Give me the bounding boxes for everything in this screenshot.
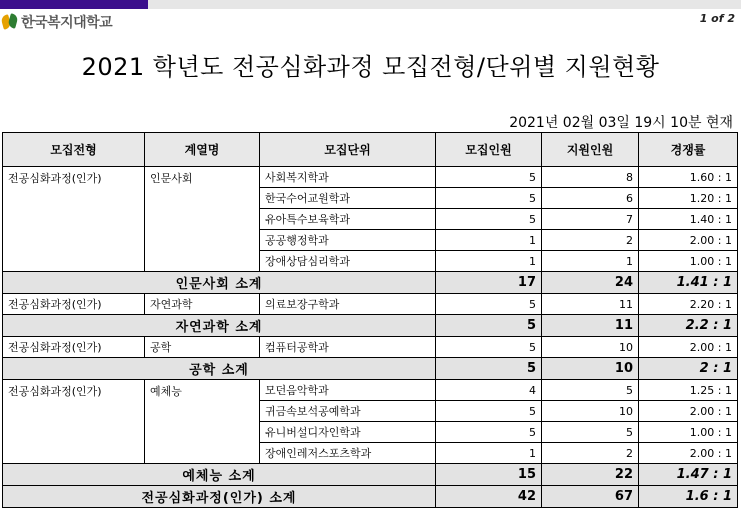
top-bar-fill xyxy=(148,0,741,9)
track-cell: 전공심화과정(인가) xyxy=(3,337,145,358)
quota-cell: 5 xyxy=(436,337,542,358)
column-header-field: 계열명 xyxy=(145,133,260,167)
total-rate: 1.6 : 1 xyxy=(639,486,738,508)
top-bar xyxy=(0,0,741,9)
quota-cell: 1 xyxy=(436,251,542,272)
subtotal-applicants: 24 xyxy=(542,272,639,294)
applicants-cell: 11 xyxy=(542,294,639,315)
field-cell: 자연과학 xyxy=(145,294,260,315)
leaf-logo-icon xyxy=(2,13,18,31)
unit-cell: 한국수어교원학과 xyxy=(260,188,436,209)
unit-cell: 의료보장구학과 xyxy=(260,294,436,315)
subtotal-label: 예체능 소계 xyxy=(3,464,436,486)
subtotal-rate: 2 : 1 xyxy=(639,358,738,380)
rate-cell: 2.00 : 1 xyxy=(639,443,738,464)
subtotal-rate: 2.2 : 1 xyxy=(639,315,738,337)
unit-cell: 장애인레저스포츠학과 xyxy=(260,443,436,464)
table-row xyxy=(3,167,738,188)
applicants-cell: 5 xyxy=(542,422,639,443)
subtotal-label: 자연과학 소계 xyxy=(3,315,436,337)
quota-cell: 5 xyxy=(436,188,542,209)
applicants-cell: 1 xyxy=(542,251,639,272)
unit-cell: 공공행정학과 xyxy=(260,230,436,251)
subtotal-row xyxy=(3,272,738,294)
applicants-cell: 6 xyxy=(542,188,639,209)
rate-cell: 2.20 : 1 xyxy=(639,294,738,315)
quota-cell: 5 xyxy=(436,422,542,443)
quota-cell: 1 xyxy=(436,443,542,464)
quota-cell: 1 xyxy=(436,230,542,251)
field-cell: 예체능 xyxy=(145,380,260,464)
rate-cell: 1.25 : 1 xyxy=(639,380,738,401)
unit-cell: 모던음악학과 xyxy=(260,380,436,401)
page-title: 2021 학년도 전공심화과정 모집전형/단위별 지원현황 xyxy=(81,53,660,81)
subtotal-applicants: 10 xyxy=(542,358,639,380)
field-cell: 공학 xyxy=(145,337,260,358)
table-row xyxy=(3,337,738,358)
application-status-table xyxy=(2,132,738,508)
unit-cell: 귀금속보석공예학과 xyxy=(260,401,436,422)
logo-text: 한국복지대학교 xyxy=(21,15,113,31)
subtotal-applicants: 22 xyxy=(542,464,639,486)
table-header-row xyxy=(3,133,738,167)
quota-cell: 5 xyxy=(436,209,542,230)
rate-cell: 1.00 : 1 xyxy=(639,422,738,443)
applicants-cell: 10 xyxy=(542,401,639,422)
total-label: 전공심화과정(인가) 소계 xyxy=(3,486,436,508)
applicants-cell: 10 xyxy=(542,337,639,358)
subtotal-label: 공학 소계 xyxy=(3,358,436,380)
track-cell: 전공심화과정(인가) xyxy=(3,380,145,464)
field-cell: 인문사회 xyxy=(145,167,260,272)
column-header-quota: 모집인원 xyxy=(436,133,542,167)
unit-cell: 유니버설디자인학과 xyxy=(260,422,436,443)
subtotal-rate: 1.41 : 1 xyxy=(639,272,738,294)
subtotal-applicants: 11 xyxy=(542,315,639,337)
unit-cell: 유아특수보육학과 xyxy=(260,209,436,230)
rate-cell: 2.00 : 1 xyxy=(639,230,738,251)
subtotal-label: 인문사회 소계 xyxy=(3,272,436,294)
total-row xyxy=(3,486,738,508)
rate-cell: 2.00 : 1 xyxy=(639,337,738,358)
subtotal-quota: 5 xyxy=(436,315,542,337)
report-timestamp: 2021년 02월 03일 19시 10분 현재 xyxy=(509,115,733,131)
quota-cell: 5 xyxy=(436,401,542,422)
applicants-cell: 7 xyxy=(542,209,639,230)
page-indicator: 1 of 2 xyxy=(699,12,735,25)
rate-cell: 1.60 : 1 xyxy=(639,167,738,188)
applicants-cell: 2 xyxy=(542,443,639,464)
track-cell: 전공심화과정(인가) xyxy=(3,294,145,315)
university-logo xyxy=(2,12,112,32)
unit-cell: 장애상담심리학과 xyxy=(260,251,436,272)
quota-cell: 5 xyxy=(436,294,542,315)
column-header-unit: 모집단위 xyxy=(260,133,436,167)
subtotal-row xyxy=(3,315,738,337)
top-bar-accent xyxy=(0,0,148,9)
rate-cell: 2.00 : 1 xyxy=(639,401,738,422)
subtotal-quota: 17 xyxy=(436,272,542,294)
applicants-cell: 2 xyxy=(542,230,639,251)
total-applicants: 67 xyxy=(542,486,639,508)
unit-cell: 사회복지학과 xyxy=(260,167,436,188)
table-row xyxy=(3,380,738,401)
applicants-cell: 5 xyxy=(542,380,639,401)
subtotal-rate: 1.47 : 1 xyxy=(639,464,738,486)
total-quota: 42 xyxy=(436,486,542,508)
quota-cell: 4 xyxy=(436,380,542,401)
applicants-cell: 8 xyxy=(542,167,639,188)
subtotal-quota: 15 xyxy=(436,464,542,486)
rate-cell: 1.40 : 1 xyxy=(639,209,738,230)
quota-cell: 5 xyxy=(436,167,542,188)
rate-cell: 1.00 : 1 xyxy=(639,251,738,272)
subtotal-row xyxy=(3,464,738,486)
table-row xyxy=(3,294,738,315)
unit-cell: 컴퓨터공학과 xyxy=(260,337,436,358)
column-header-applicants: 지원인원 xyxy=(542,133,639,167)
track-cell: 전공심화과정(인가) xyxy=(3,167,145,272)
column-header-track: 모집전형 xyxy=(3,133,145,167)
subtotal-row xyxy=(3,358,738,380)
column-header-rate: 경쟁률 xyxy=(639,133,738,167)
subtotal-quota: 5 xyxy=(436,358,542,380)
rate-cell: 1.20 : 1 xyxy=(639,188,738,209)
